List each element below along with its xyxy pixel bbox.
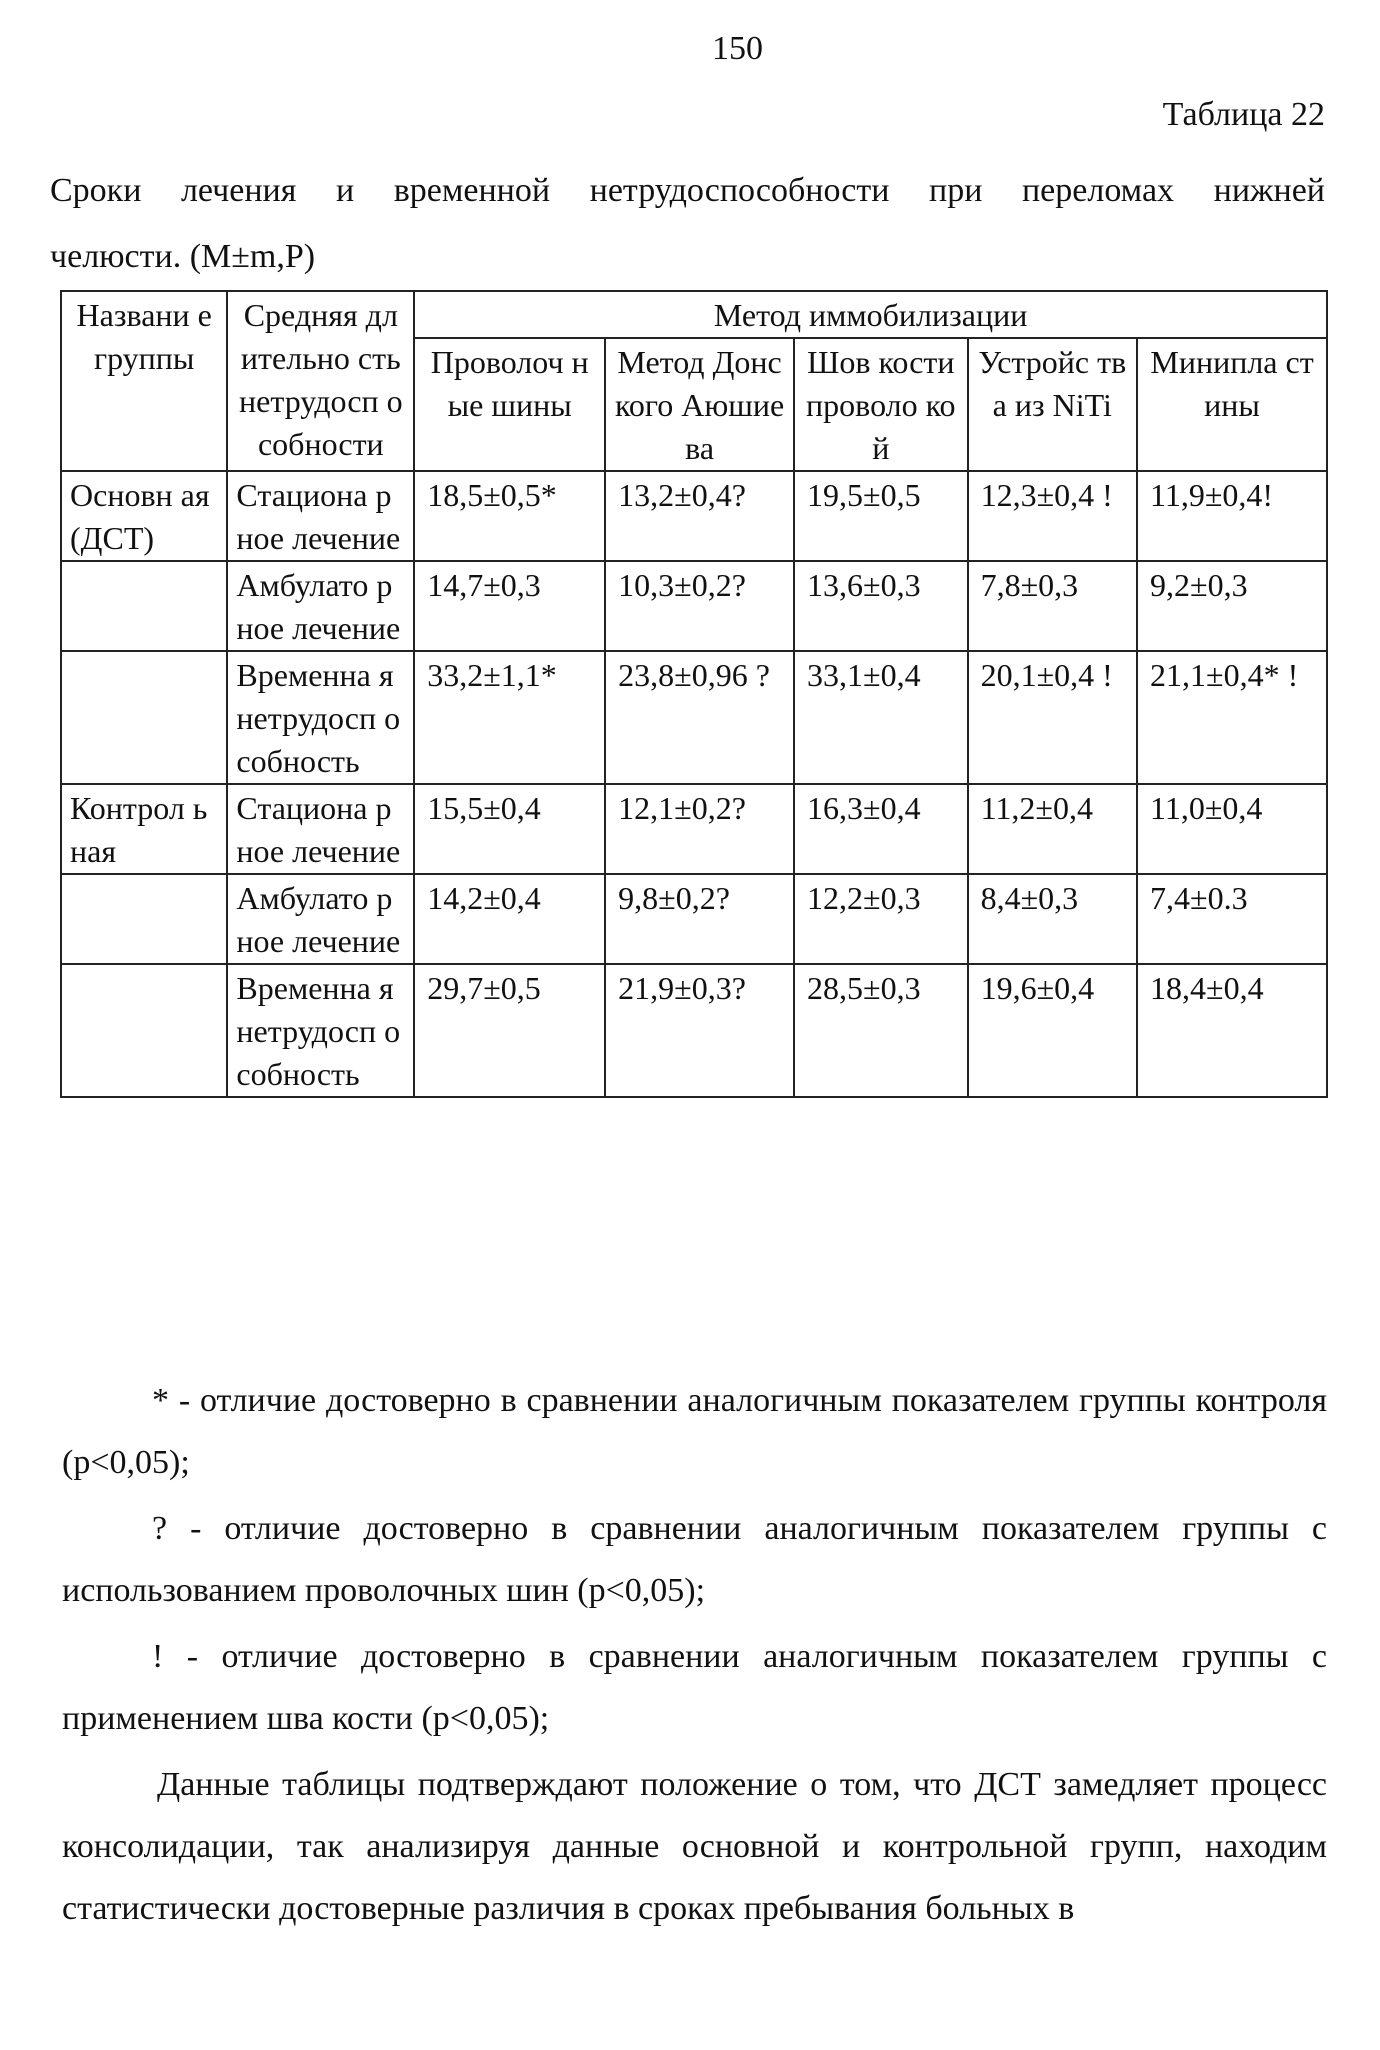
header-method-4: Устройс тва из NiTi	[968, 338, 1137, 471]
table-row	[61, 874, 1327, 964]
row-type: Стациона рное лечение	[227, 784, 414, 874]
row-value: 11,9±0,4!	[1137, 471, 1327, 561]
row-type: Временна я нетрудосп особность	[227, 651, 414, 784]
row-group: Основн ая (ДСТ)	[61, 471, 227, 561]
row-value: 21,1±0,4* !	[1137, 651, 1327, 784]
table-row	[61, 964, 1327, 1097]
row-value: 9,8±0,2?	[605, 874, 794, 964]
table-row	[61, 561, 1327, 651]
footnote-exclamation: ! - отличие достоверно в сравнении аналогичным показателем группы с применением шва кости (р<0,05);	[62, 1638, 1327, 1737]
table-row	[61, 471, 1327, 561]
row-value: 10,3±0,2?	[605, 561, 794, 651]
row-value: 14,2±0,4	[414, 874, 605, 964]
header-method: Метод иммобилизации	[414, 291, 1327, 338]
row-value: 19,5±0,5	[794, 471, 968, 561]
caption-line-1: Сроки лечения и временной нетрудоспособности при переломах нижней	[50, 172, 1325, 209]
page-number: 150	[712, 30, 763, 67]
header-duration: Средняя длительно сть нетрудосп особности	[227, 291, 414, 471]
row-value: 33,1±0,4	[794, 651, 968, 784]
table-caption	[50, 158, 1325, 290]
row-group: Контрол ьная	[61, 784, 227, 874]
caption-line-2: челюсти. (M±m,P)	[50, 238, 316, 275]
row-value: 13,6±0,3	[794, 561, 968, 651]
row-value: 13,2±0,4?	[605, 471, 794, 561]
row-value: 7,8±0,3	[968, 561, 1137, 651]
row-value: 15,5±0,4	[414, 784, 605, 874]
treatment-duration-table	[60, 290, 1328, 1098]
row-value: 11,2±0,4	[968, 784, 1137, 874]
row-value: 12,3±0,4 !	[968, 471, 1137, 561]
body-paragraph: Данные таблицы подтверждают положение о том, что ДСТ замедляет процесс консолидации, так анализируя данные основной и контрольной групп, находим статистически достоверные различия в сроках пребывания больных в	[62, 1766, 1327, 1927]
row-value: 28,5±0,3	[794, 964, 968, 1097]
row-value: 14,7±0,3	[414, 561, 605, 651]
row-value: 21,9±0,3?	[605, 964, 794, 1097]
row-type: Амбулато рное лечение	[227, 874, 414, 964]
row-type: Стациона рное лечение	[227, 471, 414, 561]
table-label: Таблица 22	[1162, 96, 1325, 133]
row-group	[61, 964, 227, 1097]
row-group	[61, 874, 227, 964]
row-value: 23,8±0,96 ?	[605, 651, 794, 784]
header-method-3: Шов кости проволо кой	[794, 338, 968, 471]
row-value: 16,3±0,4	[794, 784, 968, 874]
row-value: 20,1±0,4 !	[968, 651, 1137, 784]
row-value: 8,4±0,3	[968, 874, 1137, 964]
footnote-asterisk: * - отличие достоверно в сравнении аналогичным показателем группы контроля (р<0,05);	[62, 1382, 1327, 1481]
header-row-1	[61, 291, 1327, 338]
row-type: Амбулато рное лечение	[227, 561, 414, 651]
row-value: 9,2±0,3	[1137, 561, 1327, 651]
table-row	[61, 784, 1327, 874]
row-value: 7,4±0.3	[1137, 874, 1327, 964]
header-method-5: Минипла стины	[1137, 338, 1327, 471]
row-value: 11,0±0,4	[1137, 784, 1327, 874]
row-value: 12,2±0,3	[794, 874, 968, 964]
row-group	[61, 561, 227, 651]
footnote-question: ? - отличие достоверно в сравнении аналогичным показателем группы с использованием проволочных шин (р<0,05);	[62, 1510, 1327, 1609]
row-group	[61, 651, 227, 784]
row-value: 33,2±1,1*	[414, 651, 605, 784]
header-method-2: Метод Донского Аюшиева	[605, 338, 794, 471]
row-value: 29,7±0,5	[414, 964, 605, 1097]
header-method-1: Проволоч ные шины	[414, 338, 605, 471]
header-group: Названи е группы	[61, 291, 227, 471]
row-type: Временна я нетрудосп особность	[227, 964, 414, 1097]
row-value: 18,5±0,5*	[414, 471, 605, 561]
row-value: 18,4±0,4	[1137, 964, 1327, 1097]
footnotes	[62, 1370, 1327, 1944]
row-value: 19,6±0,4	[968, 964, 1137, 1097]
table-row	[61, 651, 1327, 784]
row-value: 12,1±0,2?	[605, 784, 794, 874]
